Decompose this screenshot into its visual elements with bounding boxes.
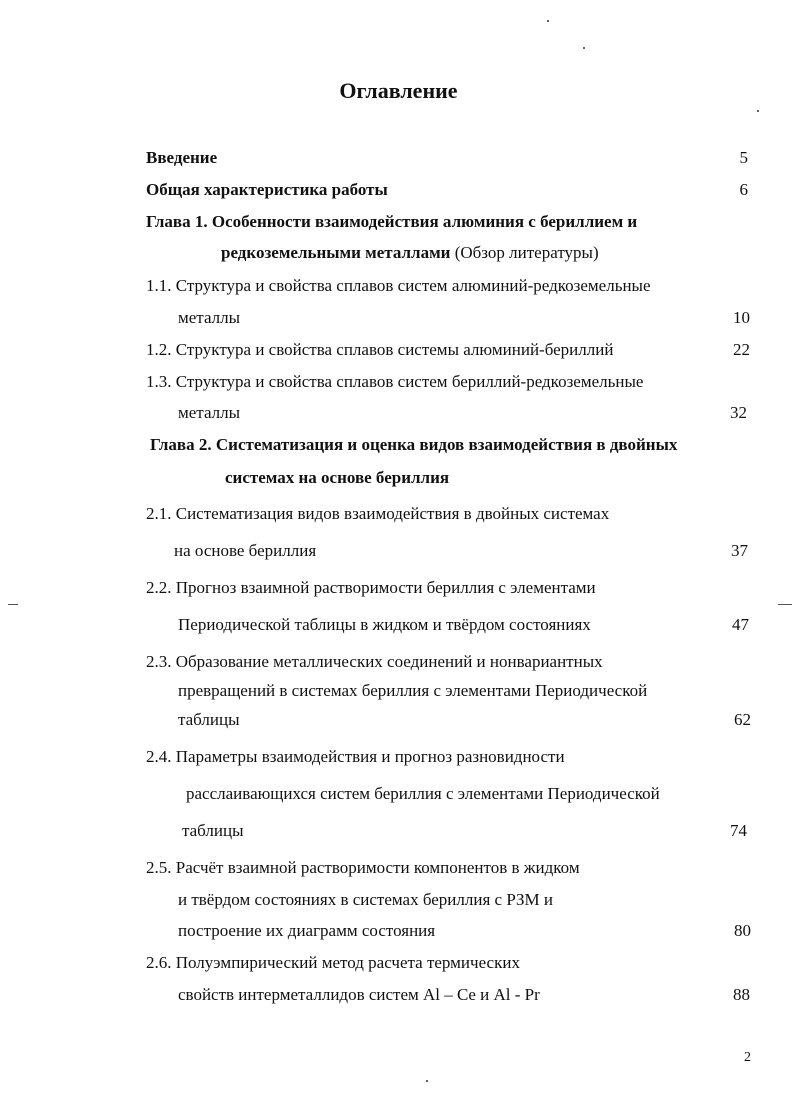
toc-section-2-3-line2: превращений в системах бериллия с элементами Периодической <box>178 681 648 700</box>
toc-section-2-5-line3: построение их диаграмм состояния <box>178 921 436 940</box>
toc-chapter-2-line2: системах на основе бериллия <box>225 468 450 487</box>
toc-section-2-6-line2: свойств интерметаллидов систем Al – Ce и Al - Pr <box>178 985 540 1004</box>
toc-section-2-6-line1: 2.6. Полуэмпирический метод расчета термических <box>146 953 520 972</box>
toc-section-1-2: 1.2. Структура и свойства сплавов системы алюминий-бериллий <box>146 340 614 359</box>
toc-chapter-1-line2 <box>221 243 599 263</box>
toc-page-number: 6 <box>739 180 748 199</box>
toc-page-number: 80 <box>734 921 751 940</box>
toc-section-1-1-line1: 1.1. Структура и свойства сплавов систем алюминий-редкоземельные <box>146 276 651 295</box>
toc-entry-general: Общая характеристика работы <box>146 180 388 199</box>
toc-section-2-1-line1: 2.1. Систематизация видов взаимодействия в двойных системах <box>146 504 610 523</box>
toc-entry-introduction: Введение <box>146 148 218 167</box>
toc-chapter-1-note: (Обзор литературы) <box>450 243 599 262</box>
toc-page-number: 74 <box>730 821 747 840</box>
toc-section-2-5-line1: 2.5. Расчёт взаимной растворимости компонентов в жидком <box>146 858 580 877</box>
toc-section-2-5-line2: и твёрдом состояниях в системах бериллия с РЗМ и <box>178 890 553 909</box>
toc-chapter-1-line1: Глава 1. Особенности взаимодействия алюминия с бериллием и <box>146 212 638 231</box>
toc-section-2-4-line1: 2.4. Параметры взаимодействия и прогноз разновидности <box>146 747 565 766</box>
toc-section-1-3-line2: металлы <box>178 403 241 422</box>
toc-page-number: 62 <box>734 710 751 729</box>
toc-section-1-3-line1: 1.3. Структура и свойства сплавов систем бериллий-редкоземельные <box>146 372 644 391</box>
scan-speck <box>757 110 759 112</box>
toc-page-number: 22 <box>733 340 750 359</box>
toc-section-2-4-line2: расслаивающихся систем бериллия с элементами Периодической <box>186 784 660 803</box>
toc-section-2-1-line2: на основе бериллия <box>174 541 317 560</box>
scan-speck <box>547 20 549 22</box>
scan-edge-mark <box>778 604 792 605</box>
toc-section-1-1-line2: металлы <box>178 308 241 327</box>
toc-page-number: 10 <box>733 308 750 327</box>
page-title: Оглавление <box>339 78 458 103</box>
toc-chapter-1-bold-part: редкоземельными металлами <box>221 243 451 262</box>
toc-page-number: 88 <box>733 985 750 1004</box>
page-number: 2 <box>744 1050 751 1065</box>
toc-chapter-2-line1: Глава 2. Систематизация и оценка видов взаимодействия в двойных <box>150 435 678 454</box>
toc-page-number: 5 <box>739 148 748 167</box>
toc-page-number: 32 <box>730 403 747 422</box>
scan-speck <box>426 1080 428 1082</box>
toc-section-2-4-line3: таблицы <box>182 821 244 840</box>
toc-section-2-3-line1: 2.3. Образование металлических соединений и нонвариантных <box>146 652 603 671</box>
toc-section-2-3-line3: таблицы <box>178 710 240 729</box>
scan-speck <box>583 47 585 49</box>
toc-page-number: 47 <box>732 615 749 634</box>
scan-edge-mark <box>8 604 18 605</box>
toc-page-number: 37 <box>731 541 748 560</box>
toc-section-2-2-line2: Периодической таблицы в жидком и твёрдом состояниях <box>178 615 591 634</box>
toc-section-2-2-line1: 2.2. Прогноз взаимной растворимости бериллия с элементами <box>146 578 596 597</box>
